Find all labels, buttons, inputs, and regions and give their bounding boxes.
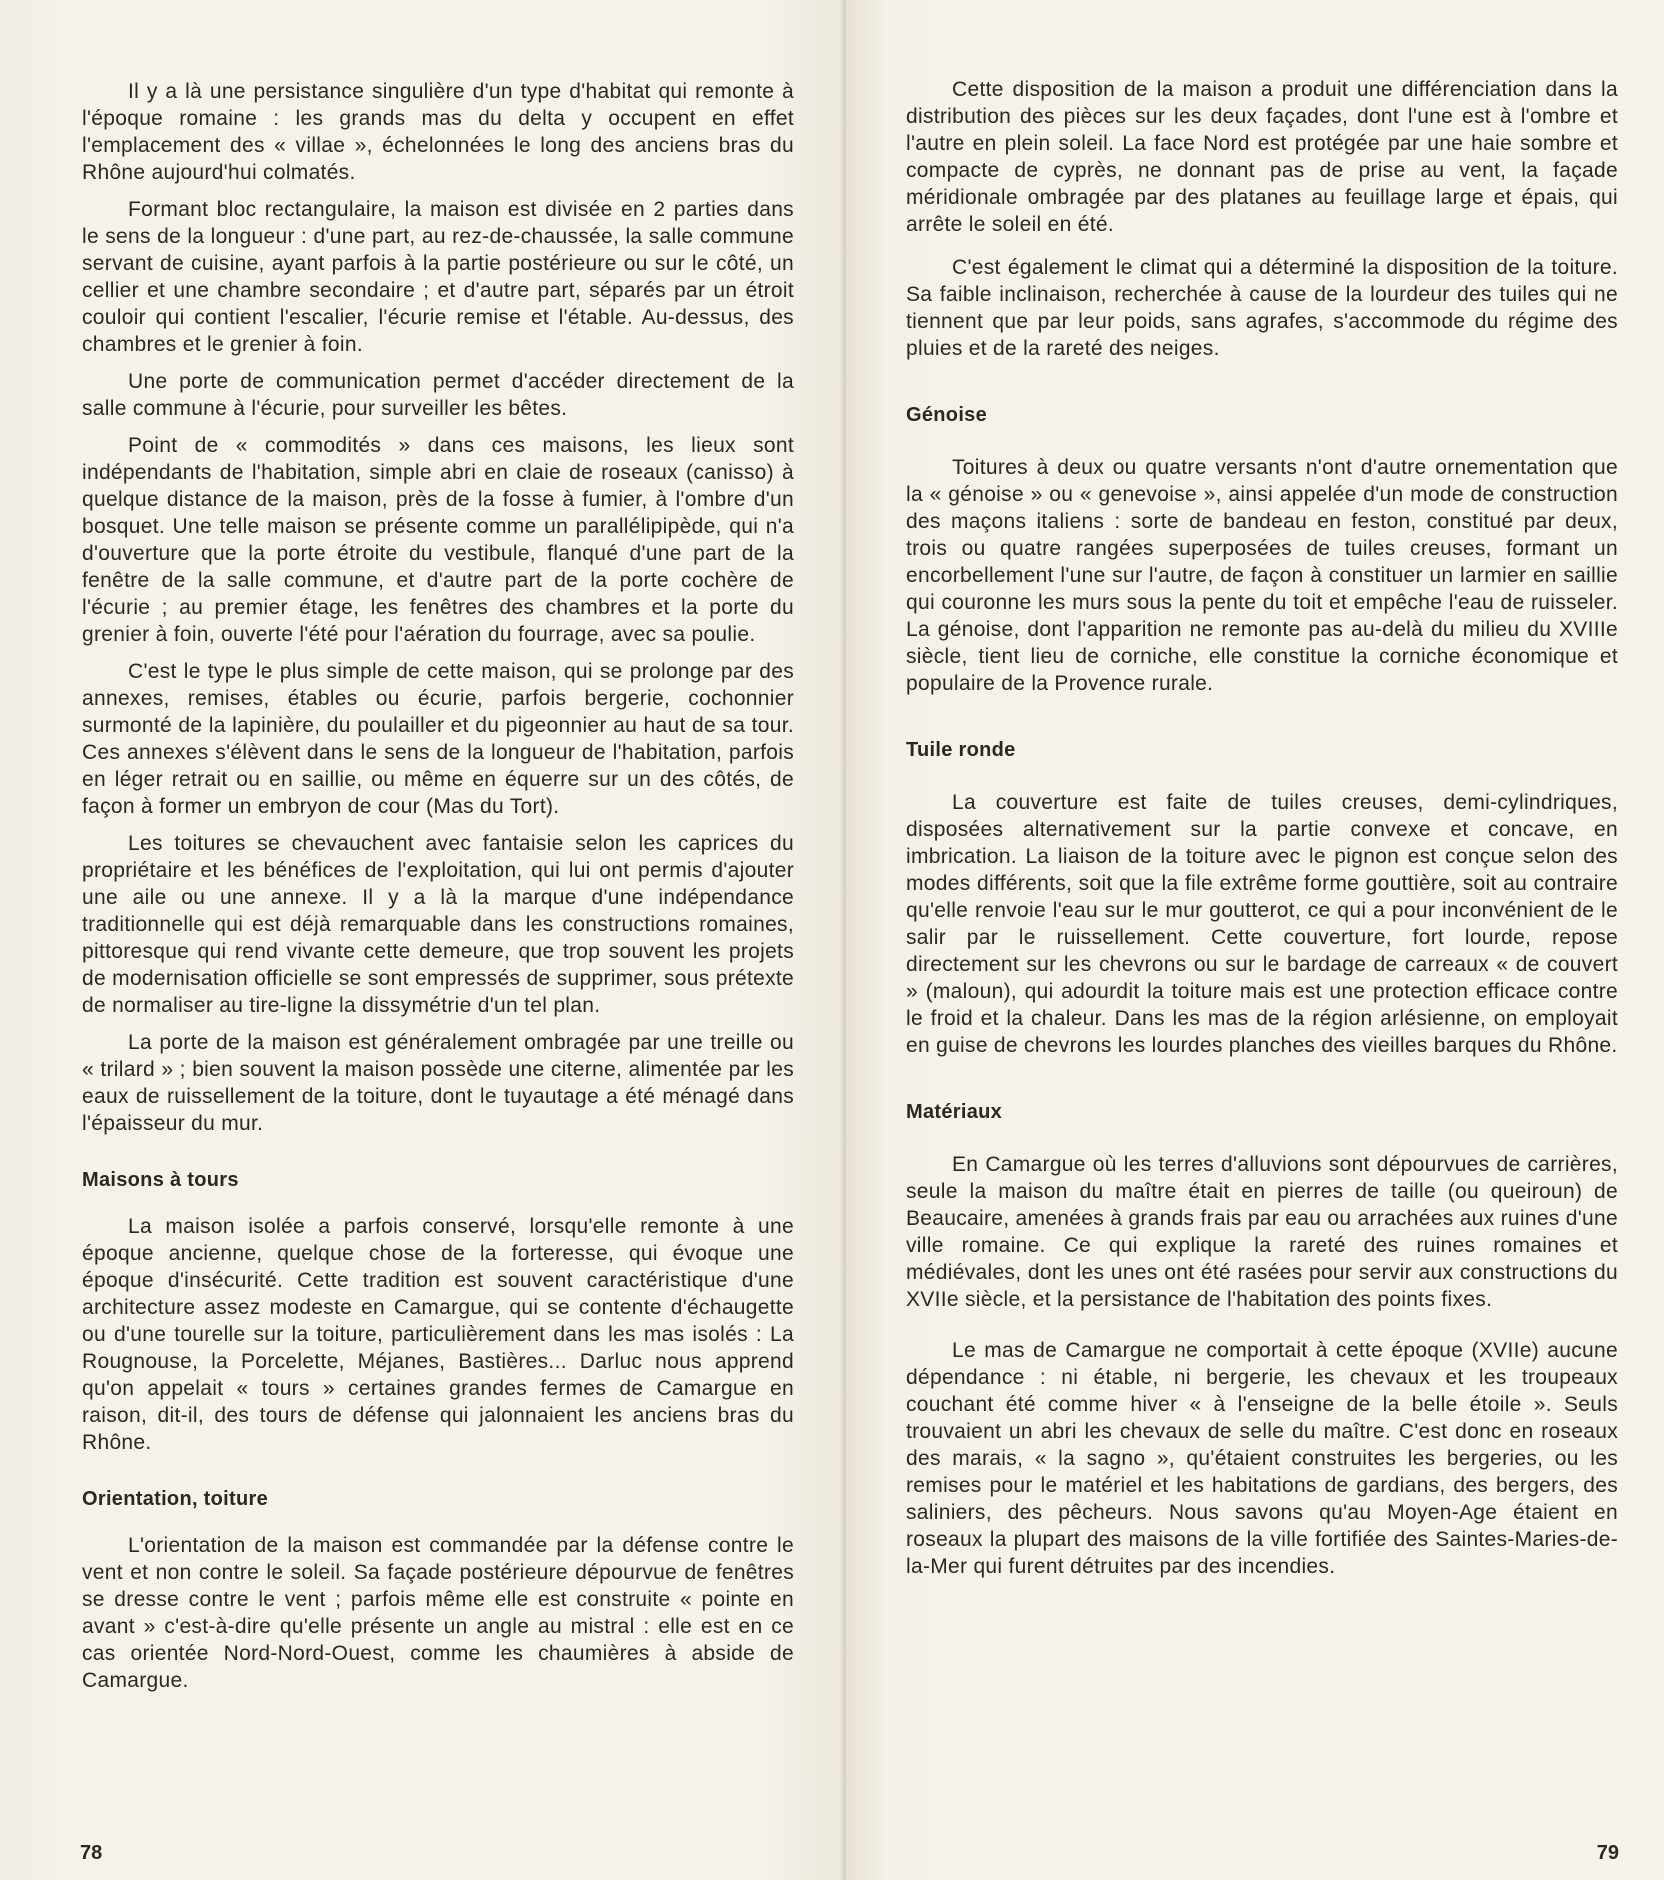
paragraph: C'est le type le plus simple de cette maison, qui se prolonge par des annexes, remises, étables ou écurie, parfois bergerie, cochonnier surmonté de la lapinière, du poulailler et du pigeonnier au haut de sa tour. Ces annexes s'élèvent dans le sens de la longueur de l'habitation, parfois en léger retrait ou en saillie, ou même en équerre sur un des côtés, de façon à former un embryon de cour (Mas du Tort). xyxy=(82,660,794,818)
paragraph: L'orientation de la maison est commandée par la défense contre le vent et non contre le soleil. Sa façade postérieure dépourvue de fenêtres se dresse contre le vent ; parfois même elle est construite « pointe en avant » c'est-à-dire qu'elle présente un angle au mistral : elle est en ce cas orientée Nord-Nord-Ouest, comme les chaumières à abside de Camargue. xyxy=(82,1534,794,1692)
section-heading-genoise: Génoise xyxy=(906,404,988,426)
section-heading-materiaux: Matériaux xyxy=(906,1101,1003,1123)
page-number: 78 xyxy=(80,1842,103,1864)
paragraph: Toitures à deux ou quatre versants n'ont d'autre ornementation que la « génoise » ou « genevoise », ainsi appelée d'un mode de construction des maçons italiens : sorte de bandeau en feston, constitué par deux, trois ou quatre rangées superposées de tuiles creuses, formant un encorbellement l'une sur l'autre, de façon à constituer un larmier en saillie qui couronne les murs sous la pente du toit et empêche l'eau de ruisseler. La génoise, dont l'apparition ne remonte pas au-delà du milieu du XVIIIe siècle, tient lieu de corniche, elle constitue la corniche économique et populaire de la Provence rurale. xyxy=(906,456,1618,695)
right-page xyxy=(846,0,1664,1880)
paragraph: Le mas de Camargue ne comportait à cette époque (XVIIe) aucune dépendance : ni étable, ni bergerie, les chevaux et les troupeaux couchant été comme hiver « à l'enseigne de la belle étoile ». Seuls trouvaient un abri les chevaux de selle du maître. C'est donc en roseaux des marais, « la sagno », qu'étaient construites les bergeries, ou les remises pour le matériel et les habitations de gardians, des bergers, des saliniers, des pêcheurs. Nous savons qu'au Moyen-Age étaient en roseaux la plupart des maisons de la ville fortifiée des Saintes-Maries-de-la-Mer qui furent détruites par des incendies. xyxy=(906,1339,1618,1578)
page-number: 79 xyxy=(1596,1842,1619,1864)
section-heading-maisons-a-tours: Maisons à tours xyxy=(82,1169,239,1191)
paragraph: C'est également le climat qui a déterminé la disposition de la toiture. Sa faible inclinaison, recherchée à cause de la lourdeur des tuiles qui ne tiennent que par leur poids, sans agrafes, s'accommode du régime des pluies et de la rareté des neiges. xyxy=(906,256,1618,360)
paragraph: Il y a là une persistance singulière d'un type d'habitat qui remonte à l'époque romaine : les grands mas du delta y occupent en effet l'emplacement des « villae », échelonnées le long des anciens bras du Rhône aujourd'hui colmatés. xyxy=(82,80,794,184)
paragraph: Formant bloc rectangulaire, la maison est divisée en 2 parties dans le sens de la longueur : d'une part, au rez-de-chaussée, la salle commune servant de cuisine, ayant parfois à la partie postérieure ou sur le côté, un cellier et une chambre secondaire ; et d'autre part, séparés par un étroit couloir qui contient l'escalier, l'écurie remise et l'étable. Au-dessus, des chambres et le grenier à foin. xyxy=(82,198,794,356)
paragraph: Point de « commodités » dans ces maisons, les lieux sont indépendants de l'habitation, simple abri en claie de roseaux (canisso) à quelque distance de la maison, près de la fosse à fumier, à l'ombre d'un bosquet. Une telle maison se présente comme un parallélipipède, qui n'a d'ouverture que la porte étroite du vestibule, flanqué d'une part de la fenêtre de la salle commune, et d'autre part de la porte cochère de l'écurie ; au premier étage, les fenêtres des chambres et la porte du grenier à foin, ouverte l'été pour l'aération du fourrage, avec sa poulie. xyxy=(82,434,794,646)
paragraph: Les toitures se chevauchent avec fantaisie selon les caprices du propriétaire et les bénéfices de l'exploitation, qui lui ont permis d'ajouter une aile ou une annexe. Il y a là la marque d'une indépendance traditionnelle qui est déjà remarquable dans les constructions romaines, pittoresque qui rend vivante cette demeure, que trop souvent les projets de modernisation officielle se sont empressés de supprimer, sous prétexte de normaliser au tire-ligne la dissymétrie d'un tel plan. xyxy=(82,832,794,1017)
section-heading-tuile-ronde: Tuile ronde xyxy=(906,739,1016,761)
paragraph: Une porte de communication permet d'accéder directement de la salle commune à l'écurie, pour surveiller les bêtes. xyxy=(82,370,794,420)
paragraph: La couverture est faite de tuiles creuses, demi-cylindriques, disposées alternativement sur la partie convexe et concave, en imbrication. La liaison de la toiture avec le pignon est conçue selon des modes différents, soit que la file extrême forme gouttière, soit au contraire qu'elle renvoie l'eau sur le mur goutterot, ce qui a pour inconvénient de le salir par le ruissellement. Cette couverture, fort lourde, repose directement sur les chevrons ou sur le bardage de carreaux « de couvert » (maloun), qui adourdit la toiture mais est une protection efficace contre le froid et la chaleur. Dans les mas de la région arlésienne, on employait en guise de chevrons les lourdes planches des vieilles barques du Rhône. xyxy=(906,791,1618,1057)
section-heading-orientation-toiture: Orientation, toiture xyxy=(82,1488,268,1510)
paragraph: La maison isolée a parfois conservé, lorsqu'elle remonte à une époque ancienne, quelque chose de la forteresse, qui évoque une époque d'insécurité. Cette tradition est souvent caractéristique d'une architecture assez modeste en Camargue, qui se contente d'échaugette ou d'une tourelle sur la toiture, particulièrement dans les mas isolés : La Rougnouse, la Porcelette, Méjanes, Bastières... Darluc nous apprend qu'on appelait « tours » certaines grandes fermes de Camargue en raison, dit-il, des tours de défense qui jalonnaient les anciens bras du Rhône. xyxy=(82,1215,794,1454)
paragraph: La porte de la maison est généralement ombragée par une treille ou « trilard » ; bien souvent la maison possède une citerne, alimentée par les eaux de ruissellement de la toiture, dont le tuyautage a été ménagé dans l'épaisseur du mur. xyxy=(82,1031,794,1135)
paragraph: Cette disposition de la maison a produit une différenciation dans la distribution des pièces sur les deux façades, dont l'une est à l'ombre et l'autre en plein soleil. La face Nord est protégée par une haie sombre et compacte de cyprès, ne donnant pas de prise au vent, la façade méridionale ombragée par des platanes au feuillage large et épais, qui arrête le soleil en été. xyxy=(906,78,1618,236)
paragraph: En Camargue où les terres d'alluvions sont dépourvues de carrières, seule la maison du maître était en pierres de taille (ou queiroun) de Beaucaire, amenées à grands frais par eau ou arrachées aux ruines d'une ville romaine. Ce qui explique la rareté des ruines romaines et médiévales, dont les unes ont été rasées pour servir aux constructions du XVIIe siècle, et la persistance de l'habitation des points fixes. xyxy=(906,1153,1618,1311)
